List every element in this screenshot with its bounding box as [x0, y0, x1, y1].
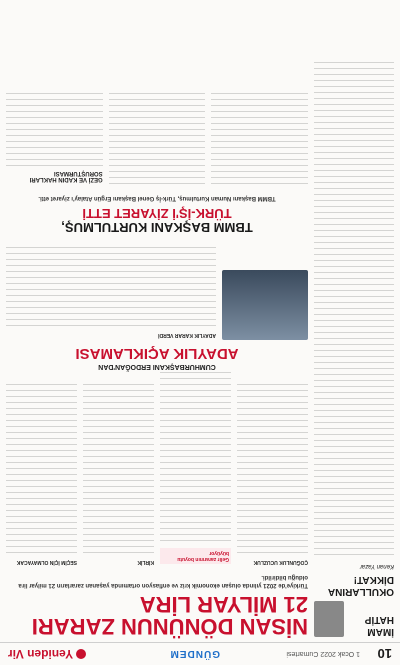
- column-left: [314, 7, 394, 637]
- page-number: 10: [377, 646, 392, 661]
- story2-photo: [222, 270, 308, 340]
- story3-sidebar: [6, 90, 103, 188]
- story1-col-3: [83, 370, 154, 567]
- story3-title: TÜRK-İŞ'İ ZİYARET ETTİ: [82, 206, 232, 221]
- story3-body: [6, 90, 308, 188]
- story1-text-1: [237, 382, 308, 557]
- story1-col-4: [6, 370, 77, 567]
- story3-text-2: [109, 93, 206, 188]
- logo-text: Yeniden Vir: [8, 647, 74, 661]
- logo-icon: [76, 649, 86, 659]
- story1-col-1: [237, 370, 308, 567]
- story1-subhead-2: KİRLİK: [137, 559, 154, 565]
- section-label: GÜNDEM: [169, 648, 220, 659]
- story1-lead: Türkiye'de 2021 yılında oluşan ekonomik kriz ve enflasyon ortamında yaşanan zararların 21 milyar lira olduğu bildirildi.: [18, 574, 308, 588]
- story2-subhead: ADAYLIK KARAR VERDİ: [158, 332, 216, 338]
- story3-lead: TBMM Başkanı Numan Kurtulmuş, Türk-İş Genel Başkanı Ergün Atalay'ı ziyaret etti.: [38, 195, 276, 201]
- story2-kicker: CUMHURBAŞKANI ERDOĞAN'DAN: [98, 363, 216, 370]
- story2-text: [6, 242, 216, 340]
- story1-col-2: [160, 370, 231, 567]
- story1-subhead-3: SEÇİM İÇİN OLMAYACAK: [16, 559, 77, 565]
- story1-headline: NİSAN DÖNÜNUN ZARARI 21 MİLYAR LİRA: [31, 592, 308, 639]
- story3-side-text: [6, 90, 103, 170]
- newspaper-logo: [8, 647, 86, 661]
- story3-side-title: GEZİ VE KADIN HAKLARI SORUŞTURMASI: [29, 170, 103, 182]
- main-stories: [6, 7, 308, 637]
- story1-text-3: [83, 382, 154, 557]
- issue-date: 1 Ocak 2022 Cumartesi: [286, 650, 360, 657]
- story1-quote: Gelir zararının boyutu büyüyor: [160, 548, 231, 564]
- column-body: [314, 59, 394, 559]
- story1-subhead-1: ÇOĞUNLUK UCUZLUK: [253, 559, 308, 565]
- story3-kicker: TBMM BAŞKANI KURTULMUŞ,: [61, 220, 253, 235]
- page-header: [0, 642, 400, 665]
- story1-text-2: [160, 370, 231, 545]
- author-photo: [314, 601, 344, 637]
- story2-text-lines: [6, 242, 216, 330]
- column-title: İMAM HATİP OKULLARINA DİKKAT!: [328, 574, 394, 637]
- story2-photo-col: [222, 242, 308, 340]
- column-author: Kenan Yazar: [359, 563, 394, 569]
- story1-text-4: [6, 382, 77, 557]
- story2-body: [6, 242, 308, 340]
- story3-text-1: [211, 93, 308, 188]
- story1-body: [6, 370, 308, 567]
- story3-headline: [6, 206, 308, 234]
- story2-headline: ADAYLIK AÇIKLAMASI: [75, 345, 239, 362]
